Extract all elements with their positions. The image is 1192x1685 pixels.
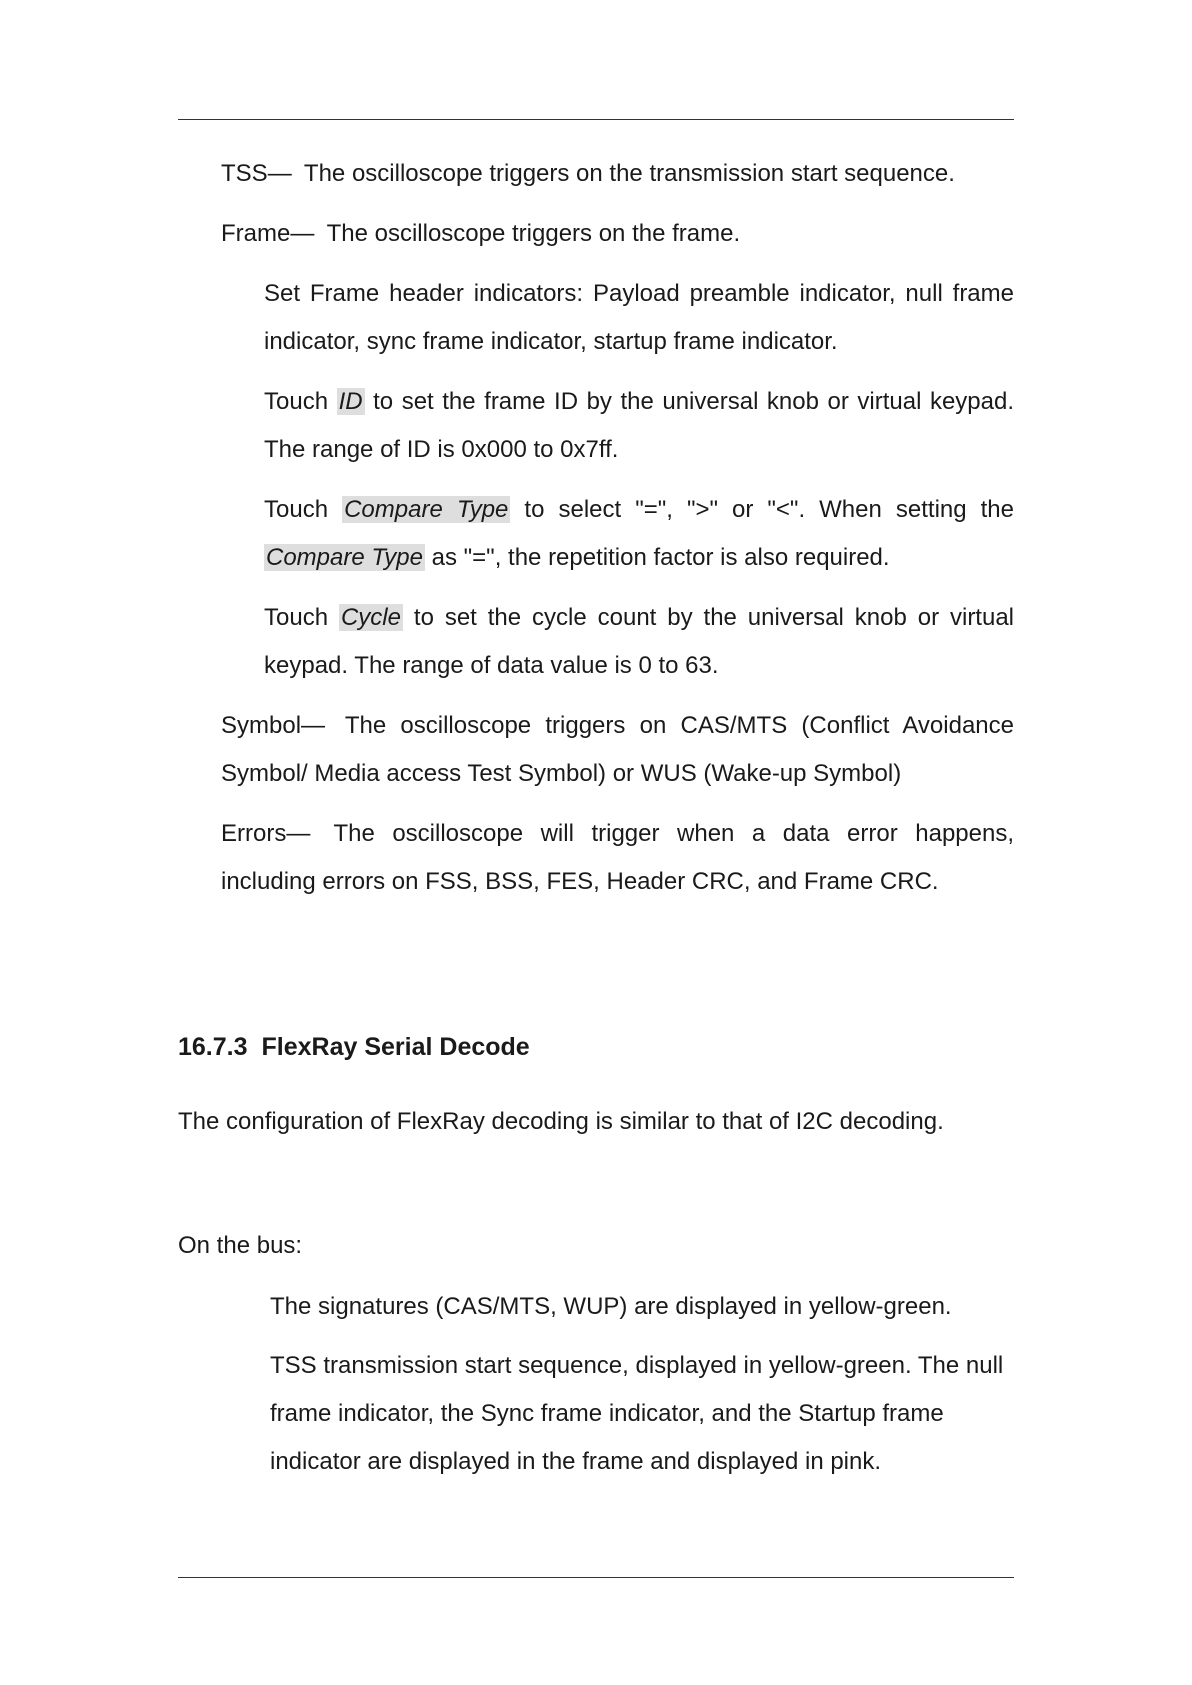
frame-id-paragraph [264,378,1014,474]
symbol-term: Symbol [221,712,302,739]
compare-text: to select "=", ">" or "<". When setting the [524,496,1014,523]
compare-type-softkey-label-2: Compare Type [266,544,423,571]
tss-separator: — [267,160,292,187]
bus-item-tss: TSS transmission start sequence, displayed in yellow-green. The null frame indicator, the Sync frame indicator, and the Startup frame indicator are displayed in the frame and displayed in pink. [270,1352,1004,1475]
tss-item [221,150,1014,198]
symbol-separator: — [301,712,326,739]
bus-item-signatures: The signatures (CAS/MTS, WUP) are displayed in yellow-green. [270,1293,952,1320]
section-number: 16.7.3 [178,1033,248,1061]
frame-id-text: to set the frame ID by the universal knob or virtual keypad. The range of ID is 0x000 to 0x7ff. [264,388,1015,463]
cycle-prefix: Touch [264,604,329,631]
frame-id-prefix: Touch [264,388,329,415]
frame-term: Frame [221,220,291,247]
errors-separator: — [286,820,311,847]
tss-term: TSS [221,160,268,187]
frame-description: The oscilloscope triggers on the frame. [326,220,741,247]
errors-description: The oscilloscope will trigger when a data error happens, including errors on FSS, BSS, FES, Header CRC, and Frame CRC. [221,820,1015,895]
footer-rule [178,1577,1014,1578]
on-bus-label: On the bus: [178,1232,303,1259]
compare-type-softkey-label: Compare Type [344,496,509,523]
cycle-softkey-label: Cycle [340,604,401,631]
frame-header-paragraph: Set Frame header indicators: Payload preamble indicator, null frame indicator, sync frame indicator, startup frame indicator. [264,280,1014,355]
errors-item [221,810,1014,906]
frame-item [221,210,1014,258]
header-rule [178,119,1014,120]
compare-prefix: Touch [264,496,329,523]
compare-text-2: as "=", the repetition factor is also required. [431,544,890,571]
section-title: FlexRay Serial Decode [261,1033,530,1061]
cycle-paragraph [264,594,1014,690]
section-heading [178,1029,530,1065]
frame-separator: — [290,220,315,247]
cycle-text: to set the cycle count by the universal knob or virtual keypad. The range of data value is 0 to 63. [264,604,1015,679]
symbol-description: The oscilloscope triggers on CAS/MTS (Conflict Avoidance Symbol/ Media access Test Symbol) or WUS (Wake-up Symbol) [221,712,1014,787]
symbol-item [221,702,1014,798]
tss-description: The oscilloscope triggers on the transmission start sequence. [303,160,955,187]
intro-paragraph: The configuration of FlexRay decoding is similar to that of I2C decoding. [178,1108,944,1135]
compare-type-paragraph [264,486,1014,582]
id-softkey-label: ID [338,388,363,415]
errors-term: Errors [221,820,287,847]
